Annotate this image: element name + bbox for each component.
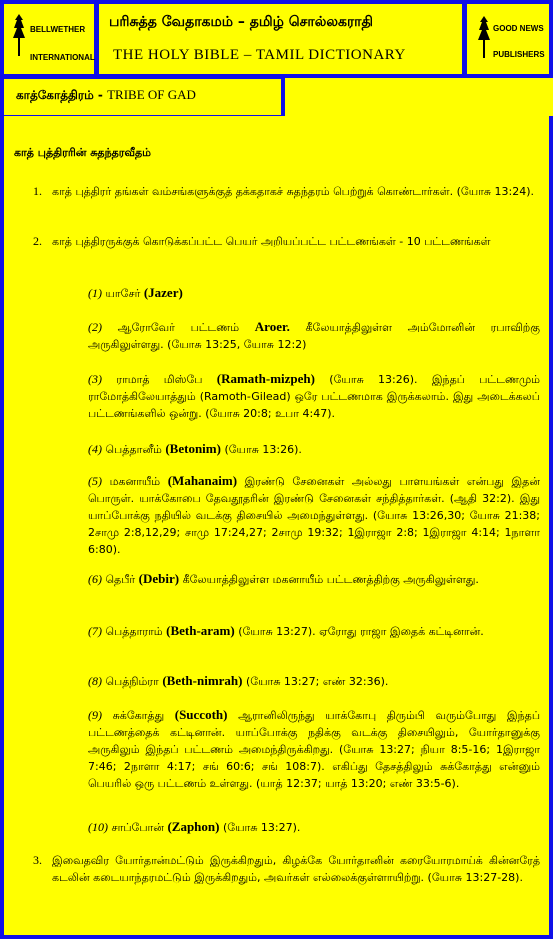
item2-number: 2. xyxy=(33,234,42,248)
item3-text: இவைதவிர யோர்தான்மட்டும் இருக்கிறதும், கிழக்கே யோர்தானின் கரையோரமாய்க் கின்னரேத் கடலின் கடையாந்தரமட்டும் இருக்கிறதும், அவர்கள் எல்லைக்குள்ளாயிற்று. (யோசு 13:27-28). xyxy=(52,854,540,884)
good-news-lamp-icon xyxy=(477,14,491,60)
header-title-tamil: பரிசுத்த வேதாகமம் – தமிழ் சொல்லகராதி xyxy=(109,14,373,30)
content-heading: காத் புத்திரரின் சுதந்தரவீதம் xyxy=(14,146,152,159)
header-title-box xyxy=(95,0,466,78)
city-item: (2) ஆரோவேர் பட்டணம் Aroer. கீலேயாத்திலுள்ள அம்மோனின் ரபாவிற்கு அருகிலுள்ளது. (யோசு 13:25, யோசு 12:2) xyxy=(88,319,540,351)
city-item: (10) சாப்போன் (Zaphon) (யோசு 13:27). xyxy=(88,819,301,834)
city-item: (1) யாசேர் (Jazer) xyxy=(88,285,183,300)
section-title-tamil: காத்கோத்திரம் - xyxy=(16,88,103,102)
item1-number: 1. xyxy=(33,184,42,198)
bellwether-ram-icon xyxy=(12,12,26,58)
city-item: (6) தெபீர் (Debir) கீலேயாத்திலுள்ள மகனாயீம் பட்டணத்திற்கு அருகிலுள்ளது. xyxy=(88,571,479,586)
section-tab xyxy=(0,75,285,119)
city-item: (7) பெத்தாராம் (Beth-aram) (யோசு 13:27). ஏரோது ராஜா இதைக் கட்டினான். xyxy=(88,623,484,638)
city-item: (3) ராமாத் மிஸ்பே (Ramath-mizpeh) (யோசு 13:26). இந்தப் பட்டணமும் ராமோத்கிலேயாத்தும் (Ramoth-Gilead) ஒரே பட்டணமாக இருக்கலாம். இது அடைக்கலப் பட்டணங்களில் ஒன்று. (யோசு 20:8; உபா 4:47). xyxy=(88,371,541,420)
logo-left-line2: INTERNATIONAL xyxy=(30,53,95,62)
logo-right-line1: GOOD NEWS xyxy=(493,24,544,33)
city-item: (9) சுக்கோத்து (Succoth) ஆரானிலிருந்து யாக்கோபு திரும்பி வரும்போது இந்தப் பட்டணத்தைக் கட்டினான். யாப்போக்கு நதிக்கு வடக்கு திசையிலும், யோர்தானுக்கு அருகிலும் இந்தப் பட்டணம் அமைந்திருக்கிறது. (யோசு 13:27; நியா 8:5-16; 1இராஜா 7:46; 2நாளா 4:17; சங் 60:6; சங் 108:7). எகிப்து தேசத்திலும் சுக்கோத்து என்னும் பெயரில் ஒரு பட்டணம் உள்ளது. (யாத் 12:37; யாத் 13:20; எண் 33:5-6). xyxy=(88,707,541,790)
logo-right-line2: PUBLISHERS xyxy=(493,50,545,59)
item1-text: காத் புத்திரர் தங்கள் வம்சங்களுக்குத் தக்கதாகச் சுதந்தரம் பெற்றுக் கொண்டார்கள். (யோசு 13:24). xyxy=(52,185,535,198)
city-item: (4) பெத்தானீம் (Betonim) (யோசு 13:26). xyxy=(88,441,302,456)
section-title-english: TRIBE OF GAD xyxy=(107,87,196,102)
logo-left-line1: BELLWETHER xyxy=(30,25,86,34)
item3-number: 3. xyxy=(33,853,42,867)
header-title-english: THE HOLY BIBLE – TAMIL DICTIONARY xyxy=(113,47,406,63)
city-item: (8) பெத்நிம்ரா (Beth-nimrah) (யோசு 13:27; எண் 32:36). xyxy=(88,673,389,688)
good-news-logo xyxy=(463,0,553,78)
bellwether-logo xyxy=(0,0,98,78)
item2-text: காத் புத்திரருக்குக் கொடுக்கப்பட்ட பெயர் அறியப்பட்ட பட்டணங்கள் - 10 பட்டணங்கள் xyxy=(52,235,491,248)
city-item: (5) மகனாயீம் (Mahanaim) இரண்டு சேனைகள் அல்லது பாளயங்கள் என்பது இதன் பொருள். யாக்கோபை தேவதூதரின் இரண்டு சேனைகள் சந்தித்தார்கள். (ஆதி 32:2). இது யாப்போக்கு நதியில் வடக்கு திசையில் அமைந்துள்ளது. (யோசு 13:26,30; யோசு 21:38; 2சாமு 2:8,12,29; சாமு 17:24,27; 2சாமு 19:32; 1இராஜா 2:8; 1இராஜா 4:14; 1நாளா 6:80). xyxy=(88,473,540,556)
